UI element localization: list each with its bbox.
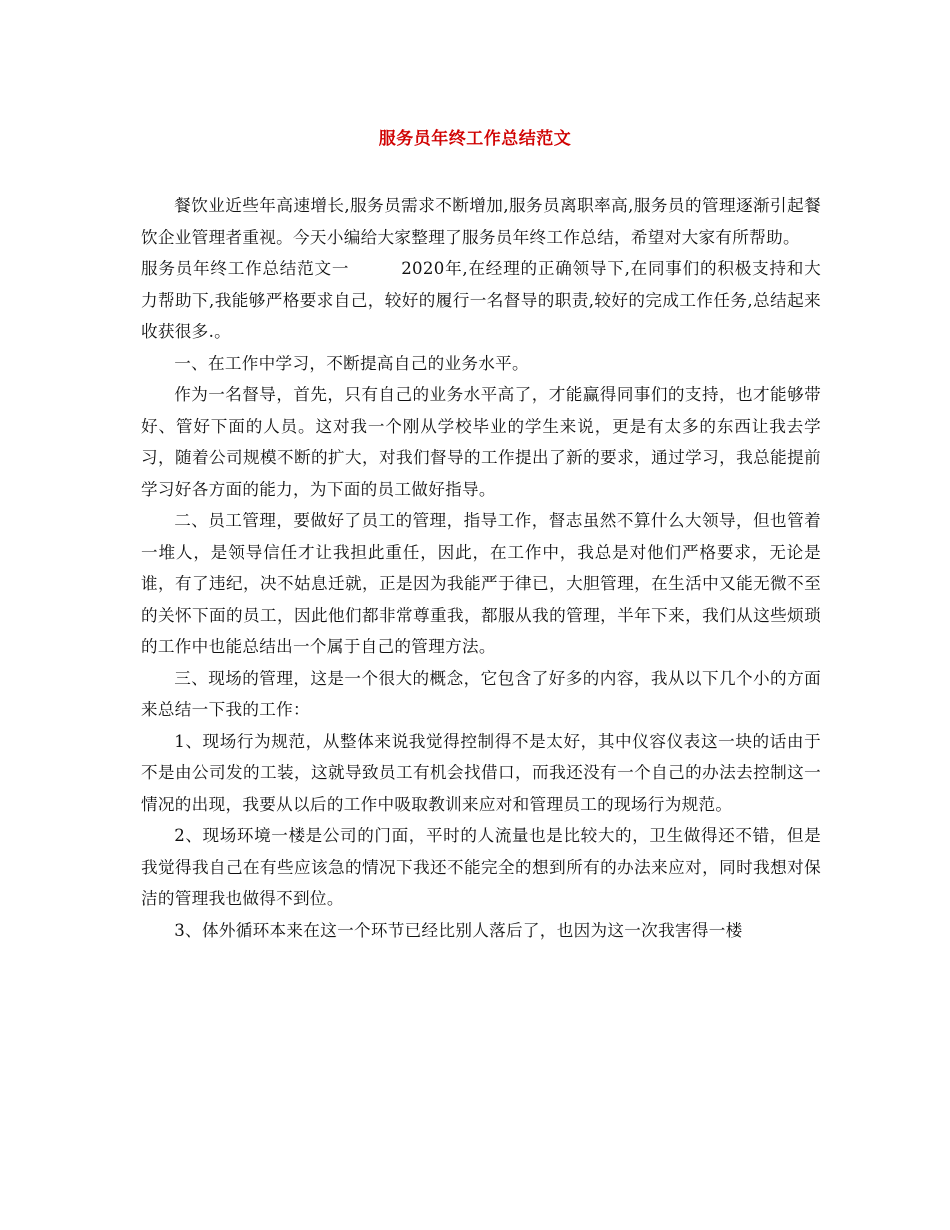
section-paragraph — [141, 253, 821, 348]
point-one-heading: 一、在工作中学习，不断提高自己的业务水平。 — [174, 353, 529, 373]
section-opening-text: 2020年,在经理的正确领导下,在同事们的积极支持和大力帮助下,我能够严格要求自己，较好的履行一名督导的职责,较好的完成工作任务,总结起来收获很多.。 — [141, 259, 821, 341]
section-heading: 服务员年终工作总结范文一 — [141, 259, 350, 278]
item-one-paragraph: 1、现场行为规范，从整体来说我觉得控制得不是太好，其中仪容仪表这一块的话由于不是由公司发的工装，这就导致员工有机会找借口，而我还没有一个自己的办法去控制这一情况的出现，我要从以后的工作中吸取教训来应对和管理员工的现场行为规范。 — [141, 731, 821, 814]
point-three-paragraph: 三、现场的管理，这是一个很大的概念，它包含了好多的内容，我从以下几个小的方面来总结一下我的工作： — [141, 668, 821, 719]
document-body — [141, 190, 821, 946]
point-one-paragraph: 作为一名督导，首先，只有自己的业务水平高了，才能赢得同事们的支持，也才能够带好、管好下面的人员。这对我一个刚从学校毕业的学生来说，更是有太多的东西让我去学习，随着公司规模不断的扩大，对我们督导的工作提出了新的要求，通过学习，我总能提前学习好各方面的能力，为下面的员工做好指导。 — [141, 385, 821, 499]
document-title: 服务员年终工作总结范文 — [378, 129, 572, 149]
item-two-paragraph: 2、现场环境一楼是公司的门面，平时的人流量也是比较大的，卫生做得还不错，但是我觉得我自己在有些应该急的情况下我还不能完全的想到所有的办法来应对，同时我想对保洁的管理我也做得不到位。 — [141, 826, 821, 908]
intro-paragraph: 餐饮业近些年高速增长,服务员需求不断增加,服务员离职率高,服务员的管理逐渐引起餐饮企业管理者重视。今天小编给大家整理了服务员年终工作总结，希望对大家有所帮助。 — [141, 196, 821, 247]
item-three-paragraph: 3、体外循环本来在这一个环节已经比别人落后了，也因为这一次我害得一楼 — [174, 920, 743, 940]
point-two-paragraph: 二、员工管理，要做好了员工的管理，指导工作，督志虽然不算什么大领导，但也管着一堆人，是领导信任才让我担此重任，因此，在工作中，我总是对他们严格要求，无论是谁，有了违纪，决不姑息迁就，正是因为我能严于律已，大胆管理，在生活中又能无微不至的关怀下面的员工，因此他们都非常尊重我，都服从我的管理，半年下来，我们从这些烦琐的工作中也能总结出一个属于自己的管理方法。 — [141, 511, 821, 656]
